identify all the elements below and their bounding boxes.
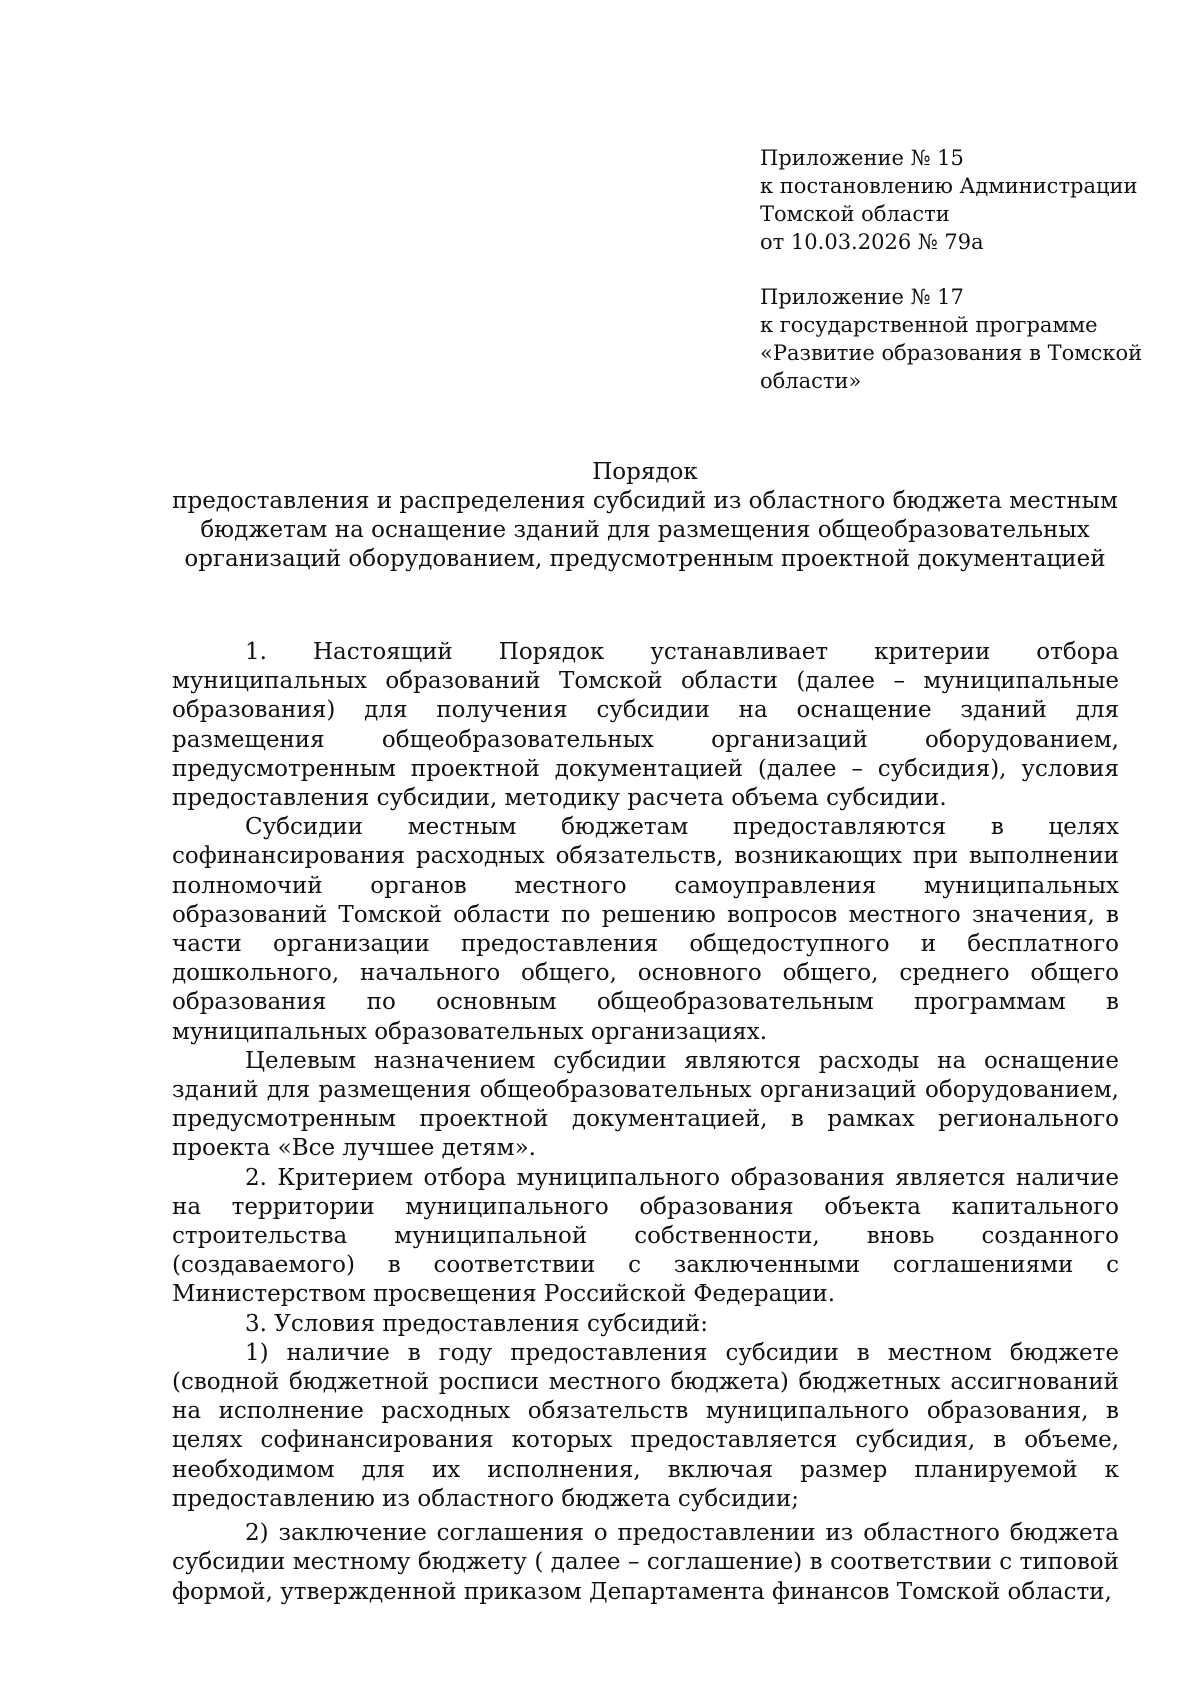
paragraph-5: 3. Условия предоставления субсидий:: [245, 1310, 708, 1337]
appendix-previous-header: [760, 283, 1150, 395]
paragraph-7: 2) заключение соглашения о предоставлении из областного бюджета субсидии местному бюджету ( далее – соглашение) в соответствии с типовой формой, утвержденной приказом Департамента финансов Томской области,: [172, 1520, 1119, 1605]
appendix-previous-line2: к государственной программе: [760, 313, 1098, 337]
title-line-3: организаций оборудованием, предусмотренным проектной документацией: [184, 546, 1106, 572]
document-body: [172, 638, 1119, 1607]
paragraph-6: 1) наличие в году предоставления субсидии в местном бюджете (сводной бюджетной росписи местного бюджета) бюджетных ассигнований на исполнение расходных обязательств муниципального образования, в целях софинансирования которых предоставляется субсидия, в объеме, необходимом для их исполнения, включая размер планируемой к предоставлению из областного бюджета субсидии;: [172, 1339, 1119, 1512]
appendix-current-line3: Томской области: [760, 202, 950, 226]
appendix-current-line1: Приложение № 15: [760, 146, 964, 170]
appendix-previous-line1: Приложение № 17: [760, 285, 964, 309]
appendix-current-line4: от 10.03.2026 № 79а: [760, 230, 984, 254]
title-heading: Порядок: [592, 459, 698, 485]
document-title: [170, 458, 1120, 574]
paragraph-2: Субсидии местным бюджетам предоставляются в целях софинансирования расходных обязательств, возникающих при выполнении полномочий органов местного самоуправления муниципальных образований Томской области по решению вопросов местного значения, в части организации предоставления общедоступного и бесплатного дошкольного, начального общего, основного общего, среднего общего образования по основным общеобразовательным программам в муниципальных образовательных организациях.: [172, 814, 1119, 1045]
title-line-2: бюджетам на оснащение зданий для размещения общеобразовательных: [200, 517, 1090, 543]
paragraph-4: 2. Критерием отбора муниципального образования является наличие на территории муниципального образования объекта капитального строительства муниципальной собственности, вновь созданного (создаваемого) в соответствии с заключенными соглашениями с Министерством просвещения Российской Федерации.: [172, 1164, 1119, 1308]
appendix-previous-line4: области»: [760, 369, 862, 393]
title-line-1: предоставления и распределения субсидий из областного бюджета местным: [172, 488, 1118, 514]
paragraph-1: 1. Настоящий Порядок устанавливает критерии отбора муниципальных образований Томской области (далее – муниципальные образования) для получения субсидии на оснащение зданий для размещения общеобразовательных организаций оборудованием, предусмотренным проектной документацией (далее – субсидия), условия предоставления субсидии, методику расчета объема субсидии.: [172, 639, 1119, 812]
appendix-current-header: [760, 144, 1150, 256]
paragraph-3: Целевым назначением субсидии являются расходы на оснащение зданий для размещения общеобразовательных организаций оборудованием, предусмотренным проектной документацией, в рамках регионального проекта «Все лучшее детям».: [172, 1047, 1119, 1162]
appendix-previous-line3: «Развитие образования в Томской: [760, 341, 1143, 365]
appendix-current-line2: к постановлению Администрации: [760, 174, 1138, 198]
